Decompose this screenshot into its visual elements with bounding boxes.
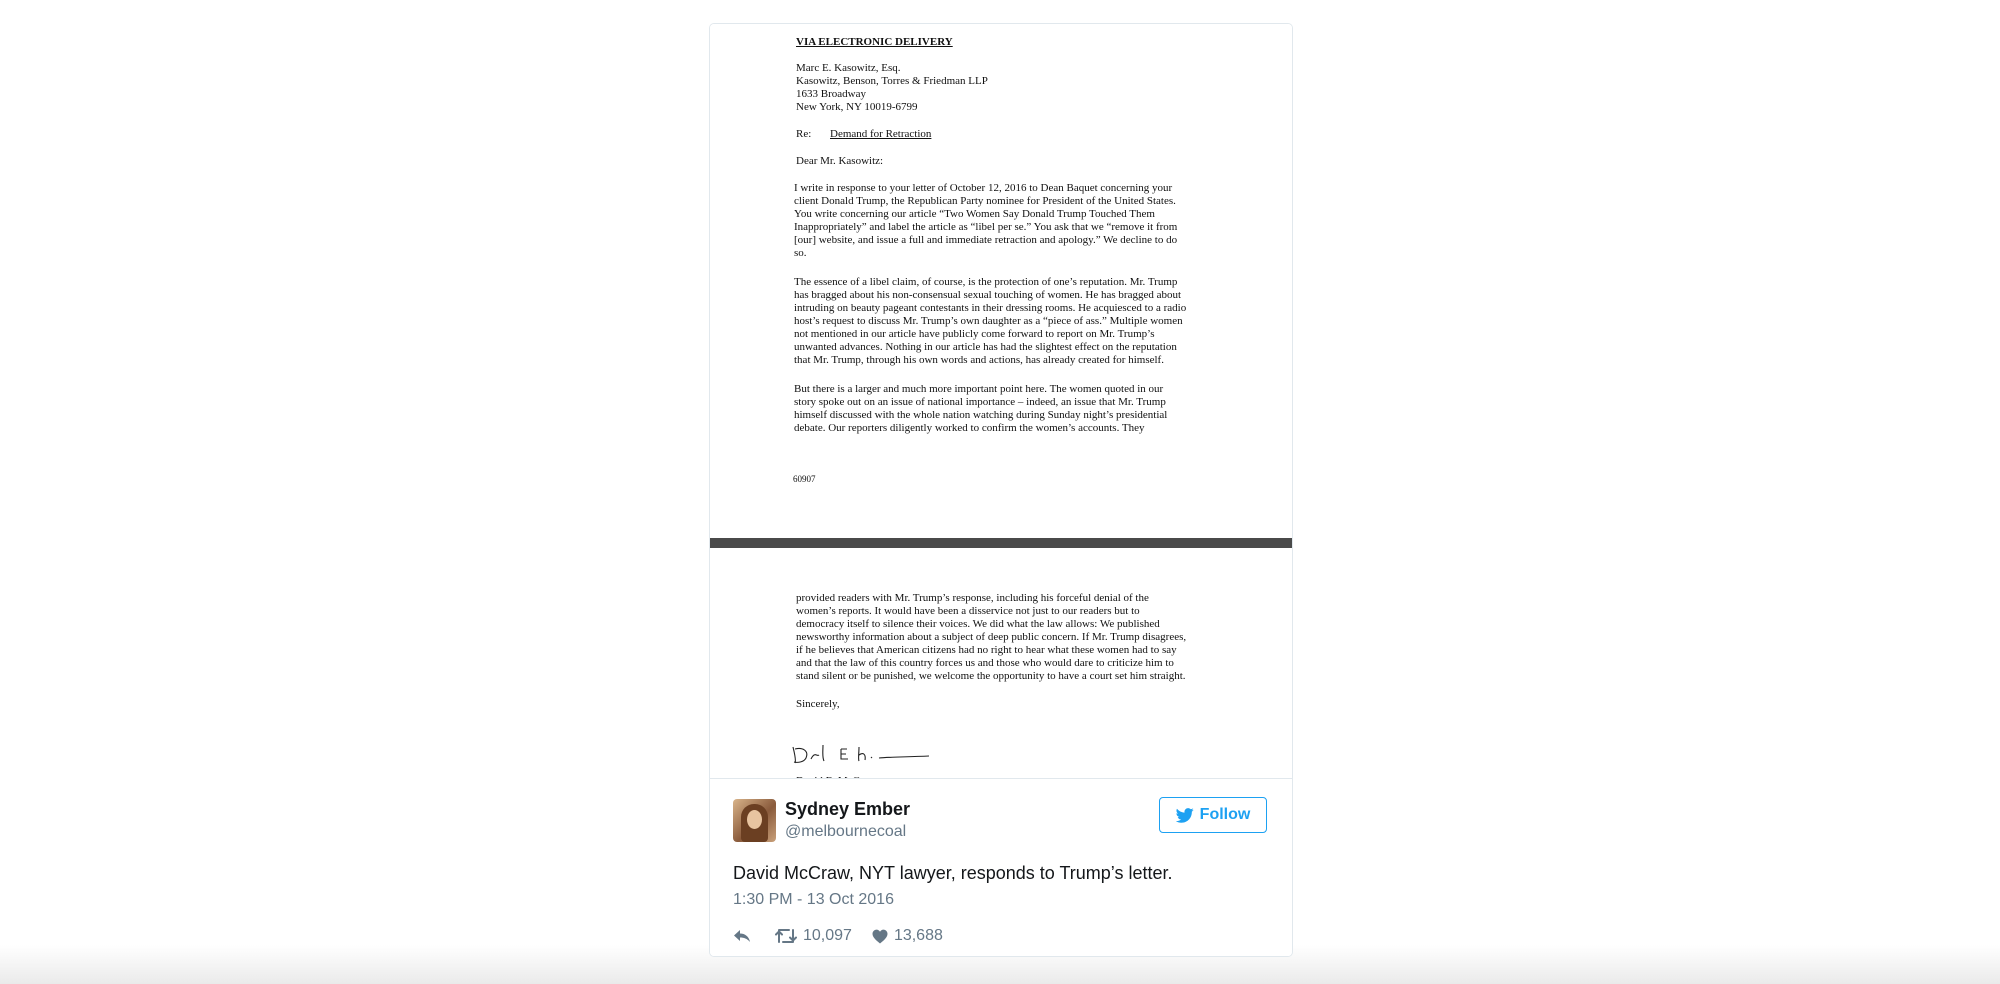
heart-icon <box>872 929 888 944</box>
letter-line: story spoke out on an issue of national importance – indeed, an issue that Mr. Trump <box>794 396 1166 408</box>
letter-line: has bragged about his non-consensual sexual touching of women. He has bragged about <box>794 289 1182 301</box>
letter-line: newsworthy information about a subject of deep public concern. If Mr. Trump disagrees, <box>796 631 1187 643</box>
twitter-bird-icon <box>1176 808 1194 823</box>
tweet-actions <box>733 926 943 946</box>
signature-mark <box>789 741 931 767</box>
letter-page-1 <box>710 24 1292 538</box>
author-display-name[interactable]: Sydney Ember <box>785 799 911 819</box>
letter-line: You write concerning our article “Two Women Say Donald Trump Touched Them <box>794 208 1155 220</box>
tweet-timestamp[interactable]: 1:30 PM - 13 Oct 2016 <box>733 891 894 908</box>
letter-delivery-heading: VIA ELECTRONIC DELIVERY <box>796 36 953 48</box>
tweet-text: David McCraw, NYT lawyer, responds to Trump’s letter. <box>733 863 1173 883</box>
letter-line: and that the law of this country forces us and those who would dare to criticize him to <box>796 657 1174 669</box>
avatar[interactable] <box>733 799 776 842</box>
avatar-face <box>747 810 762 829</box>
closing: Sincerely, <box>796 698 840 710</box>
follow-button[interactable] <box>1159 797 1267 833</box>
follow-label: Follow <box>1199 806 1251 823</box>
like-button[interactable] <box>872 927 943 945</box>
letter-line: democracy itself to silence their voices. We did what the law allows: We published <box>796 618 1160 630</box>
letter-line: Inappropriately” and label the article as “libel per se.” You ask that we “remove it from <box>794 221 1178 233</box>
re-subject: Demand for Retraction <box>830 128 932 140</box>
letter-line: intruding on beauty pageant contestants in their dressing rooms. He acquiesced to a radio <box>794 302 1187 314</box>
letter-line: debate. Our reporters diligently worked to confirm the women’s accounts. They <box>794 422 1145 434</box>
address-line: New York, NY 10019-6799 <box>796 101 918 113</box>
re-label: Re: <box>796 128 812 140</box>
retweet-button[interactable] <box>775 927 852 945</box>
letter-line: not mentioned in our article have publicly come forward to report on Mr. Trump’s <box>794 328 1155 340</box>
retweet-icon <box>775 928 797 944</box>
reply-icon <box>733 929 751 943</box>
retweet-count: 10,097 <box>803 927 852 944</box>
salutation: Dear Mr. Kasowitz: <box>796 155 884 167</box>
letter-line: unwanted advances. Nothing in our article has had the slightest effect on the reputation <box>794 341 1177 353</box>
letter-line: so. <box>794 247 807 259</box>
letter-line: if he believes that American citizens had no right to hear what these women had to say <box>796 644 1177 656</box>
letter-line: women’s reports. It would have been a disservice not just to our readers but to <box>796 605 1140 617</box>
author-screen-name[interactable]: @melbournecoal <box>785 823 907 840</box>
address-line: 1633 Broadway <box>796 88 866 100</box>
letter-line: himself discussed with the whole nation watching during Sunday night’s presidential <box>794 409 1168 421</box>
letter-line: [our] website, and issue a full and immediate retraction and apology.” We decline to do <box>794 234 1178 246</box>
letter-page-2 <box>710 548 1292 800</box>
letter-line: that Mr. Trump, through his own words and actions, has already created for himself. <box>794 354 1164 366</box>
letter-line: But there is a larger and much more important point here. The women quoted in our <box>794 383 1164 395</box>
page-code: 60907 <box>793 474 816 484</box>
letter-line: host’s request to discuss Mr. Trump’s own daughter as a “piece of ass.” Multiple women <box>794 315 1183 327</box>
page-divider <box>710 538 1292 548</box>
embedded-tweet-card <box>709 23 1293 957</box>
address-line: Kasowitz, Benson, Torres & Friedman LLP <box>796 75 988 87</box>
letter-line: provided readers with Mr. Trump’s response, including his forceful denial of the <box>796 592 1149 604</box>
letter-line: client Donald Trump, the Republican Party nominee for President of the United States. <box>794 195 1176 207</box>
tweet-body <box>710 778 1292 957</box>
address-line: Marc E. Kasowitz, Esq. <box>796 62 901 74</box>
letter-line: stand silent or be punished, we welcome the opportunity to have a court set him straight. <box>796 670 1186 682</box>
letter-line: The essence of a libel claim, of course, is the protection of one’s reputation. Mr. Trump <box>794 276 1178 288</box>
like-count: 13,688 <box>893 927 943 944</box>
letter-line: I write in response to your letter of October 12, 2016 to Dean Baquet concerning your <box>794 182 1173 194</box>
reply-button[interactable] <box>733 929 751 943</box>
